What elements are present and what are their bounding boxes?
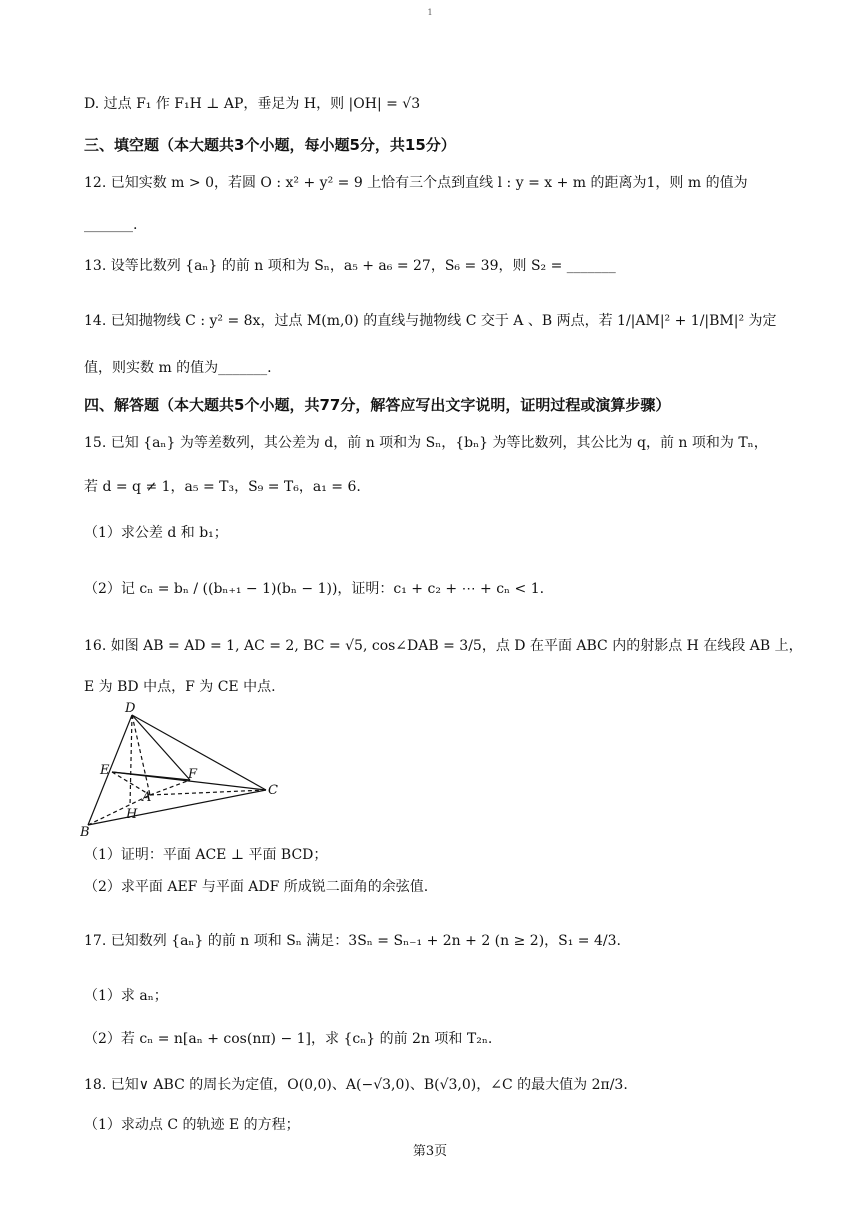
q16-line1: 16. 如图 AB = AD = 1, AC = 2, BC = √5, cos∠DAB = 3/5，点 D 在平面 ABC 内的射影点 H 在线段 AB 上， — [84, 638, 803, 654]
label-e: E — [100, 763, 110, 778]
q13: 13. 设等比数列 {aₙ} 的前 n 项和为 Sₙ，a₅ + a₆ = 27，S₆ = 39，则 S₂ = _______ — [84, 258, 616, 274]
q16-part2: （2）求平面 AEF 与平面 ADF 所成锐二面角的余弦值. — [84, 879, 429, 895]
label-a: A — [142, 790, 152, 805]
page-mark: 1 — [427, 8, 433, 17]
q18-line1: 18. 已知∨ ABC 的周长为定值，O(0,0)、A(−√3,0)、B(√3,0)，∠C 的最大值为 2π/3. — [84, 1077, 628, 1093]
q18-part1: （1）求动点 C 的轨迹 E 的方程； — [84, 1117, 300, 1133]
q15-part2: （2）记 cₙ = bₙ / ((bₙ₊₁ − 1)(bₙ − 1))，证明：c₁ + c₂ + ⋯ + cₙ < 1. — [84, 581, 545, 597]
label-f: F — [188, 767, 198, 782]
q16-line2: E 为 BD 中点，F 为 CE 中点. — [84, 679, 276, 695]
q16-part1: （1）证明：平面 ACE ⊥ 平面 BCD； — [84, 847, 328, 863]
label-d: D — [125, 701, 136, 716]
q17-part2: （2）若 cₙ = n[aₙ + cos(nπ) − 1]，求 {cₙ} 的前 2n 项和 T₂ₙ. — [84, 1031, 493, 1047]
label-c: C — [268, 783, 278, 798]
q17-line1: 17. 已知数列 {aₙ} 的前 n 项和 Sₙ 满足：3Sₙ = Sₙ₋₁ + 2n + 2 (n ≥ 2)，S₁ = 4/3. — [84, 933, 621, 949]
label-h: H — [126, 807, 138, 822]
q14-line1: 14. 已知抛物线 C : y² = 8x，过点 M(m,0) 的直线与抛物线 C 交于 A 、B 两点，若 1/|AM|² + 1/|BM|² 为定 — [84, 313, 777, 329]
label-b: B — [80, 825, 90, 840]
q15-line1: 15. 已知 {aₙ} 为等差数列，其公差为 d，前 n 项和为 Sₙ，{bₙ} 为等比数列，其公比为 q，前 n 项和为 Tₙ， — [84, 435, 768, 451]
q15-line2: 若 d = q ≠ 1，a₅ = T₃，S₉ = T₆，a₁ = 6. — [84, 479, 361, 495]
geometry-figure — [80, 700, 290, 840]
section-title-fill-blank: 三、填空题（本大题共3个小题，每小题5分，共15分） — [84, 136, 456, 154]
q17-part1: （1）求 aₙ； — [84, 988, 168, 1004]
option-d: D. 过点 F₁ 作 F₁H ⊥ AP，垂足为 H，则 |OH| = √3 — [84, 96, 421, 112]
q12-line1: 12. 已知实数 m > 0，若圆 O : x² + y² = 9 上恰有三个点到直线 l : y = x + m 的距离为1，则 m 的值为 — [84, 175, 748, 191]
q14-line2: 值，则实数 m 的值为_______. — [84, 360, 272, 376]
page-number: 第3页 — [412, 1144, 448, 1159]
q15-part1: （1）求公差 d 和 b₁； — [84, 525, 228, 541]
section-title-answers: 四、解答题（本大题共5个小题，共77分，解答应写出文字说明，证明过程或演算步骤） — [84, 396, 671, 414]
q12-line2: _______. — [84, 217, 138, 233]
